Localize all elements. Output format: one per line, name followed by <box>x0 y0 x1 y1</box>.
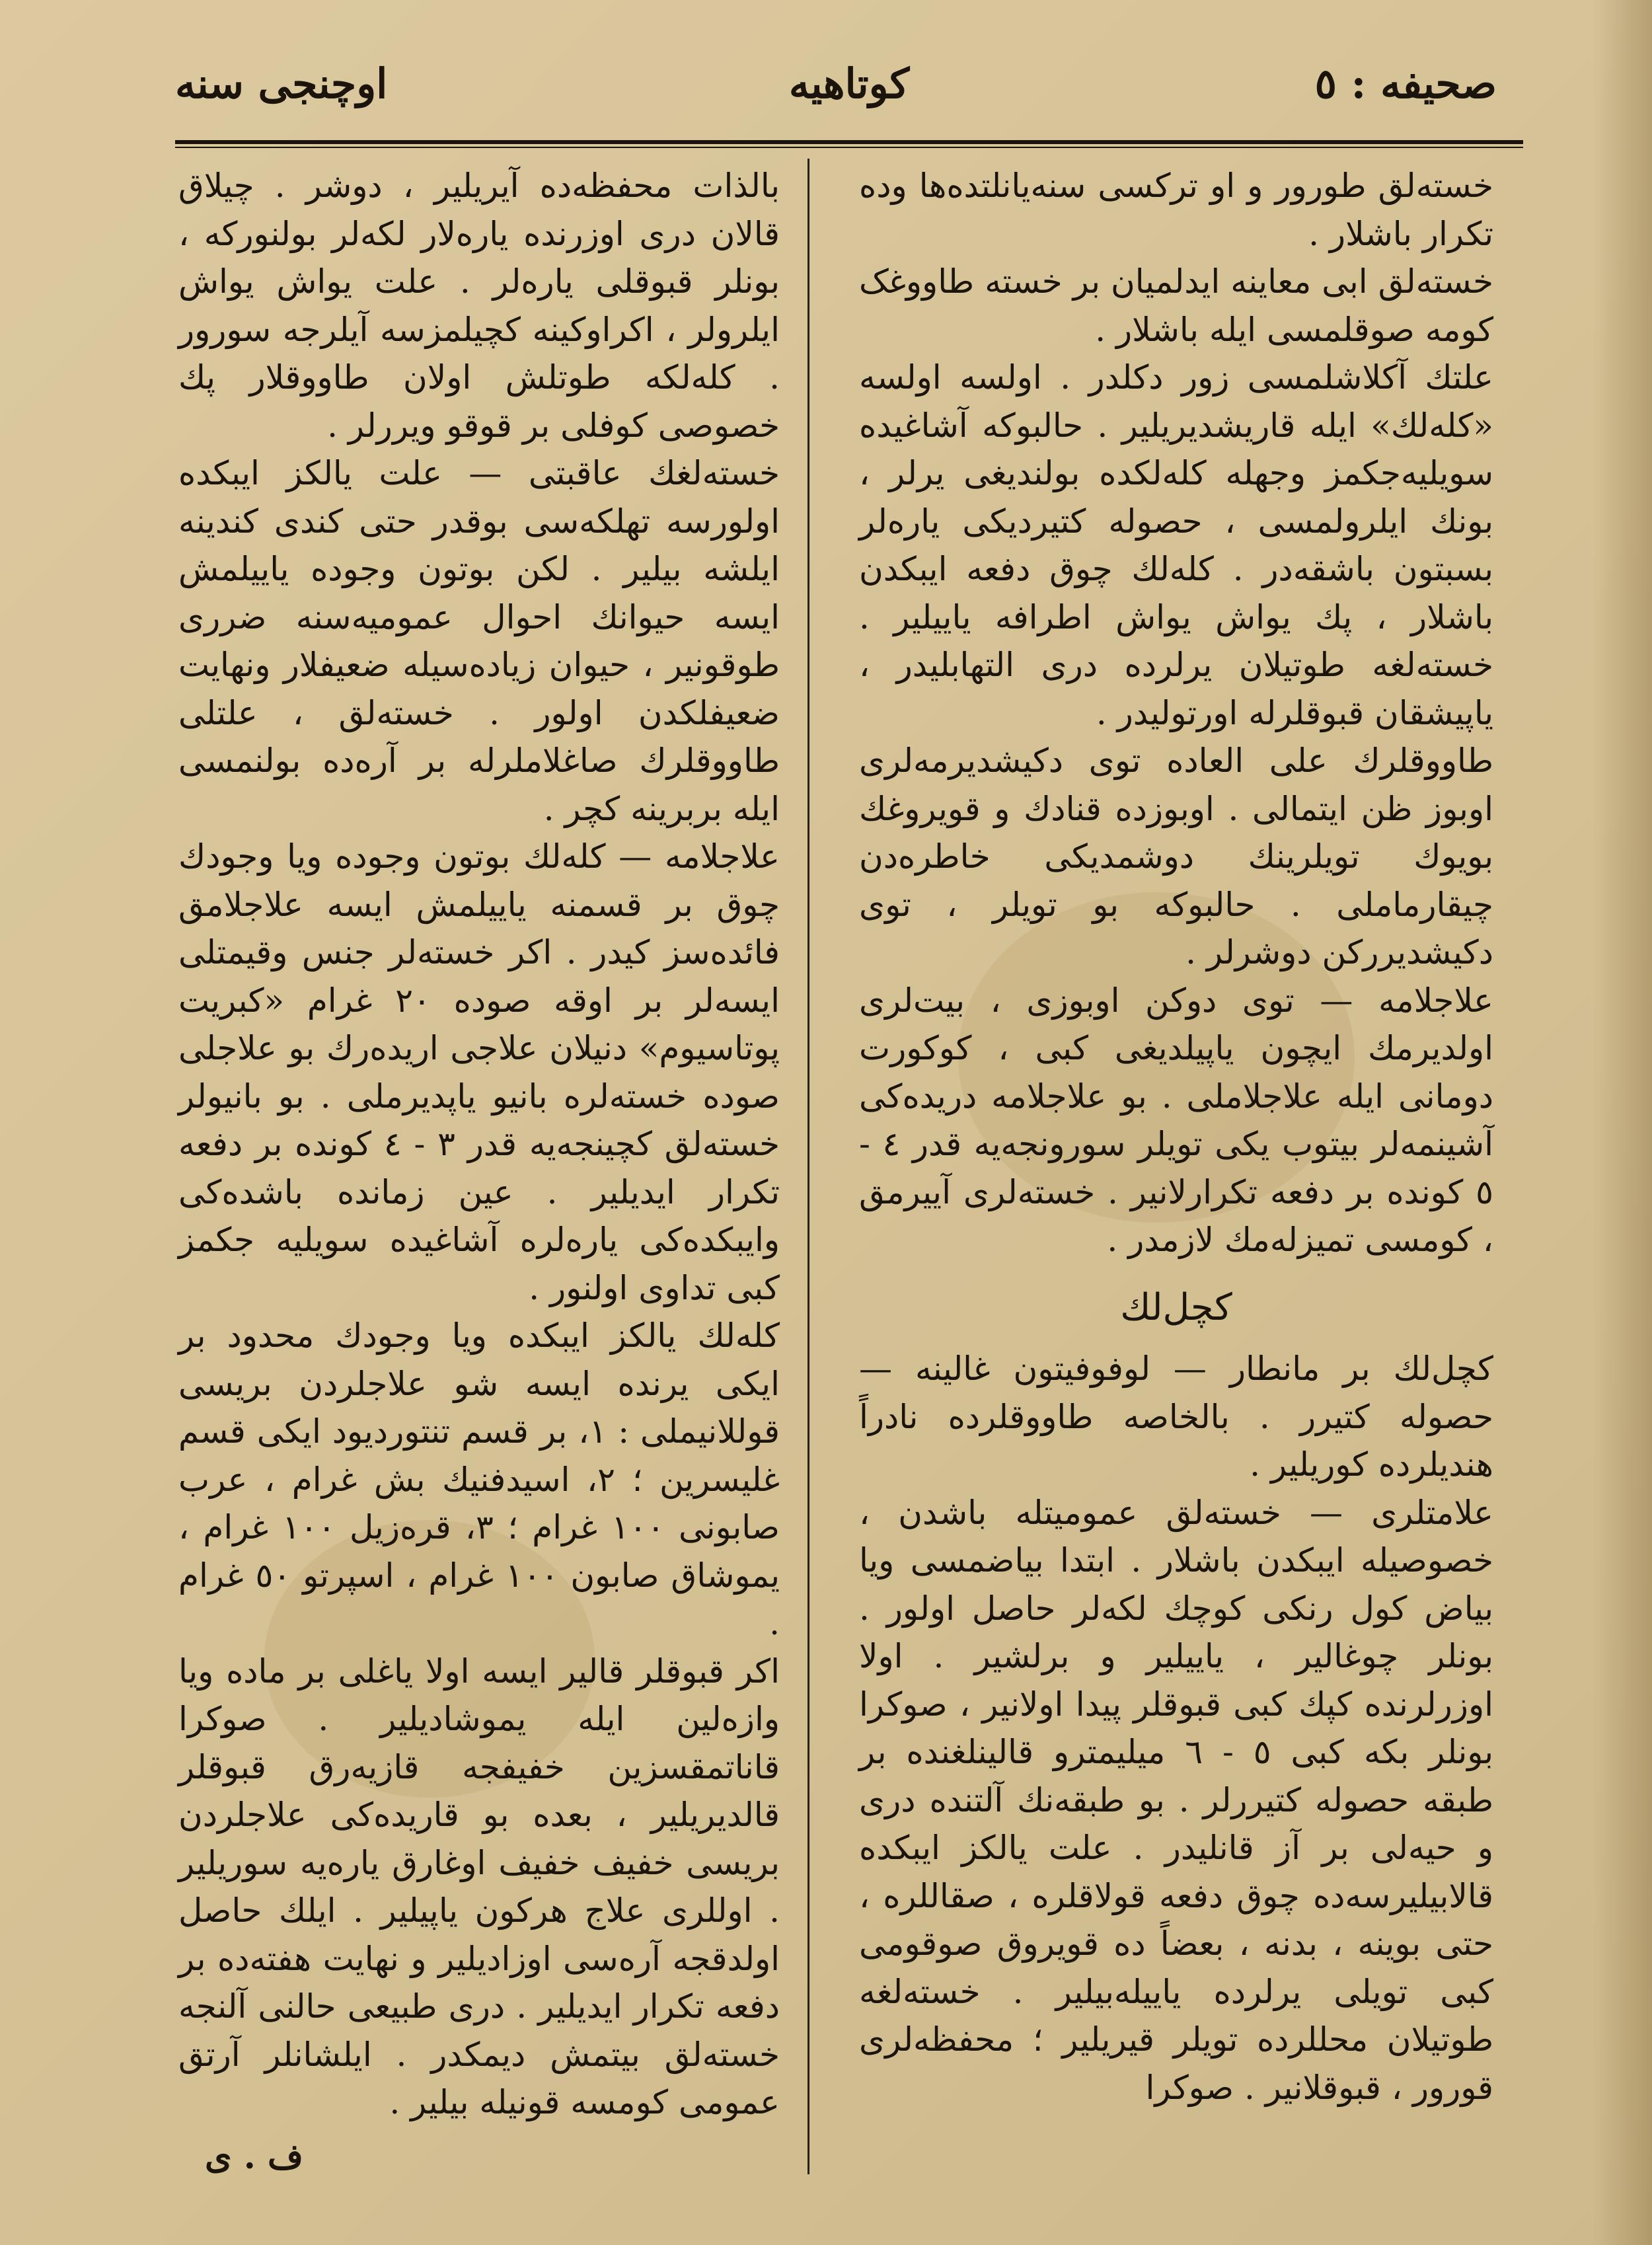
right-column <box>859 162 1493 2112</box>
article-paragraph: خسته‌لغك عاقبتی — علت یالکز ایبکده‌ اولورسه تهلکه‌سی بوقدر حتی کندی کندینه ایلشه بیلیر . لکن بوتون وجوده یاییلمش ایسه حیوانك احوال عمومیه‌سنه ضرری طوقونیر ، حیوان زیاده‌سیله ضعیفلار ونهایت ضعیفلکدن اولور . خسته‌لق ، علتلی طاووقلرك صاغلاملرله بر آره‌ده بولنمسی ایله بربرینه کچر . <box>178 454 780 828</box>
page-number-label: صحیفه : ٥ <box>1314 59 1497 108</box>
newspaper-title: کوتاهیه <box>788 59 910 108</box>
article-paragraph: علاجلامه — توی دوکن اوبوزی ، بیت‌لری اولدیرمك ایچون یاپیلدیغی کبی ، کوکورت دومانی ایله علاجلاملی . بو علاجلامه دریده‌کی آشینمه‌لر بیتوب یکی تویلر سورونجه‌یه قدر ٤ - ٥ کونده بر دفعه تکرارلانیر . خسته‌لری آییرمق ، کومسی تمیزله‌مك لازمدر . <box>859 981 1493 1259</box>
column-divider <box>807 159 809 2174</box>
header-rule-thin <box>175 147 1523 148</box>
page-header <box>175 53 1523 139</box>
article-paragraph: کچل‌لك بر مانطار — لوفوفیتون غالینه — حصوله کتیرر . بالخاصه طاووقلرده نادراً هندیلرده کوریلیر . <box>859 1350 1493 1484</box>
left-column <box>178 162 780 2181</box>
article-paragraph: طاووقلرك علی العاده توی دکیشدیرمه‌لری اوبوز ظن ایتمالی . اوبوزده قنادك و قویروغك بویوك تویلرینك دوشمدیکی خاطره‌دن چیقارماملی . حالبوکه بو تویلر ، توی دکیشدیررکن دوشرلر . <box>859 742 1493 971</box>
article-paragraph: علاجلامه — کله‌لك بوتون وجوده ویا وجودك چوق بر قسمنه یاییلمش ایسه علاجلامق فائده‌سز کیدر . اکر خسته‌لر جنس وقیمتلی ایسه‌لر بر اوقه صوده ٢٠ غرام «کبریت پوتاسیوم» دنیلان علاجی اریده‌رك بو علاجلی صوده خسته‌لره بانیو یاپدیرملی . بو بانیولر خسته‌لق کچینجه‌یه قدر ٣ - ٤ کونده بر دفعه تکرار ایدیلیر . عین زمانده باشده‌کی وایبکده‌کی یاره‌لره آشاغیده سویلیه جکمز کبی تداوی اولنور . <box>178 837 780 1307</box>
article-paragraph: بالذات محفظه‌ده آیریلیر ، دوشر . چیلاق قالان دری اوزرنده یاره‌لار لکه‌لر بولنورکه ، بونلر قبوقلی یاره‌لر . علت یواش یواش ایلرولر ، اکراوکینه کچیلمزسه آیلرجه سورور . کله‌لکه طوتلش اولان طاووقلار پك خصوصی کوفلی بر قوقو ویررلر . <box>178 167 780 445</box>
issue-year-label: اوچنجی سنه <box>175 59 388 108</box>
article-paragraph: علتك آکلاشلمسی زور دکلدر . اولسه اولسه «کله‌لك» ایله قاریشدیریلیر . حالبوکه آشاغیده سویلیه‌جکمز وجهله کله‌لکده بولندیغی یرلر ، بونك ایلرولمسی ، حصوله کتیردیکی یاره‌لر بسبتون باشقه‌در . کله‌لك چوق دفعه ایبکدن باشلار ، پك یواش یواش اطرافه یاییلیر . خسته‌لغه طوتیلان یرلرده دری التهابلیدر ، یاپیشقان قبوقلرله اورتولیدر . <box>859 358 1493 732</box>
page-edge-shadow <box>1593 0 1652 2245</box>
section-heading: کچل‌لك <box>1120 1285 1232 1329</box>
article-paragraph: اکر قبوقلر قالیر ایسه اولا یاغلی بر ماده ویا وازه‌لین ایله یموشادیلیر . صوکرا قاناتمقسزین خفیفجه قازیه‌رق قبوقلر قالدیریلیر ، بعده بو قاریده‌کی علاجلردن بریسی خفیف خفیف اوغارق یاره‌یه سوریلیر . اوللری علاج هرکون یاپیلیر . ایلك حاصل اولدقجه آره‌سی اوزادیلیر و نهایت هفته‌ده بر دفعه تکرار ایدیلیر . دری طبیعی حالنی آلنجه خسته‌لق بیتمش دیمکدر . ایلشانلر آرتق عمومی کومسه قونیله بیلیر . <box>178 1652 780 2121</box>
header-rule <box>175 140 1523 144</box>
article-paragraph: کله‌لك یالکز ایبکده ویا وجودك محدود بر ایکی یرنده ایسه شو علاجلردن بریسی قوللانیملی : ١، بر قسم تنتوردیود ایکی قسم غلیسرین ؛ ٢، اسیدفنیك بش غرام ، عرب صابونی ١٠٠ غرام ؛ ٣، قره‌زیل ١٠٠ غرام ، یموشاق صابون ١٠٠ غرام ، اسپرتو ٥٠ غرام . <box>178 1316 780 1642</box>
article-paragraph: خسته‌لق طورور و او ترکسی سنه‌یانلتده‌ها وده تکرار باشلار . <box>859 167 1493 253</box>
article-paragraph: علامتلری — خسته‌لق عمومیتله باشدن ، خصوصیله ایبکدن باشلار . ابتدا بیاضمسی ویا بیاض کول رنکی کوچك لکه‌لر حاصل اولور . بونلر چوغالیر ، یاییلیر و برلشیر . اولا اوزرلرنده کپك کبی قبوقلر پیدا اولانیر ، صوکرا بونلر بکه کبی ٥ - ٦ میلیمترو قالینلغنده بر طبقه حصوله کتیررلر . بو طبقه‌نك آلتنده دری و حیه‌لی بر آز قانلیدر . علت یالکز ایبکده قالابیلیرسه‌ده چوق دفعه قولاقلره ، صقاللره ، حتی بوینه ، بدنه ، بعضاً ده قویروق صوقومی کبی تویلی یرلرده یاییله‌بیلیر . خسته‌لغه طوتیلان محللرده تویلر قیریلیر ؛ محفظه‌لری قورور ، قبوقلانیر . صوکرا <box>859 1493 1494 2107</box>
article-paragraph: خسته‌لق ابی معاینه ایدلمیان بر خسته طاووغک کومه صوقلمسی ایله باشلار . <box>859 262 1493 349</box>
author-signature: ف . ی <box>205 2136 303 2177</box>
